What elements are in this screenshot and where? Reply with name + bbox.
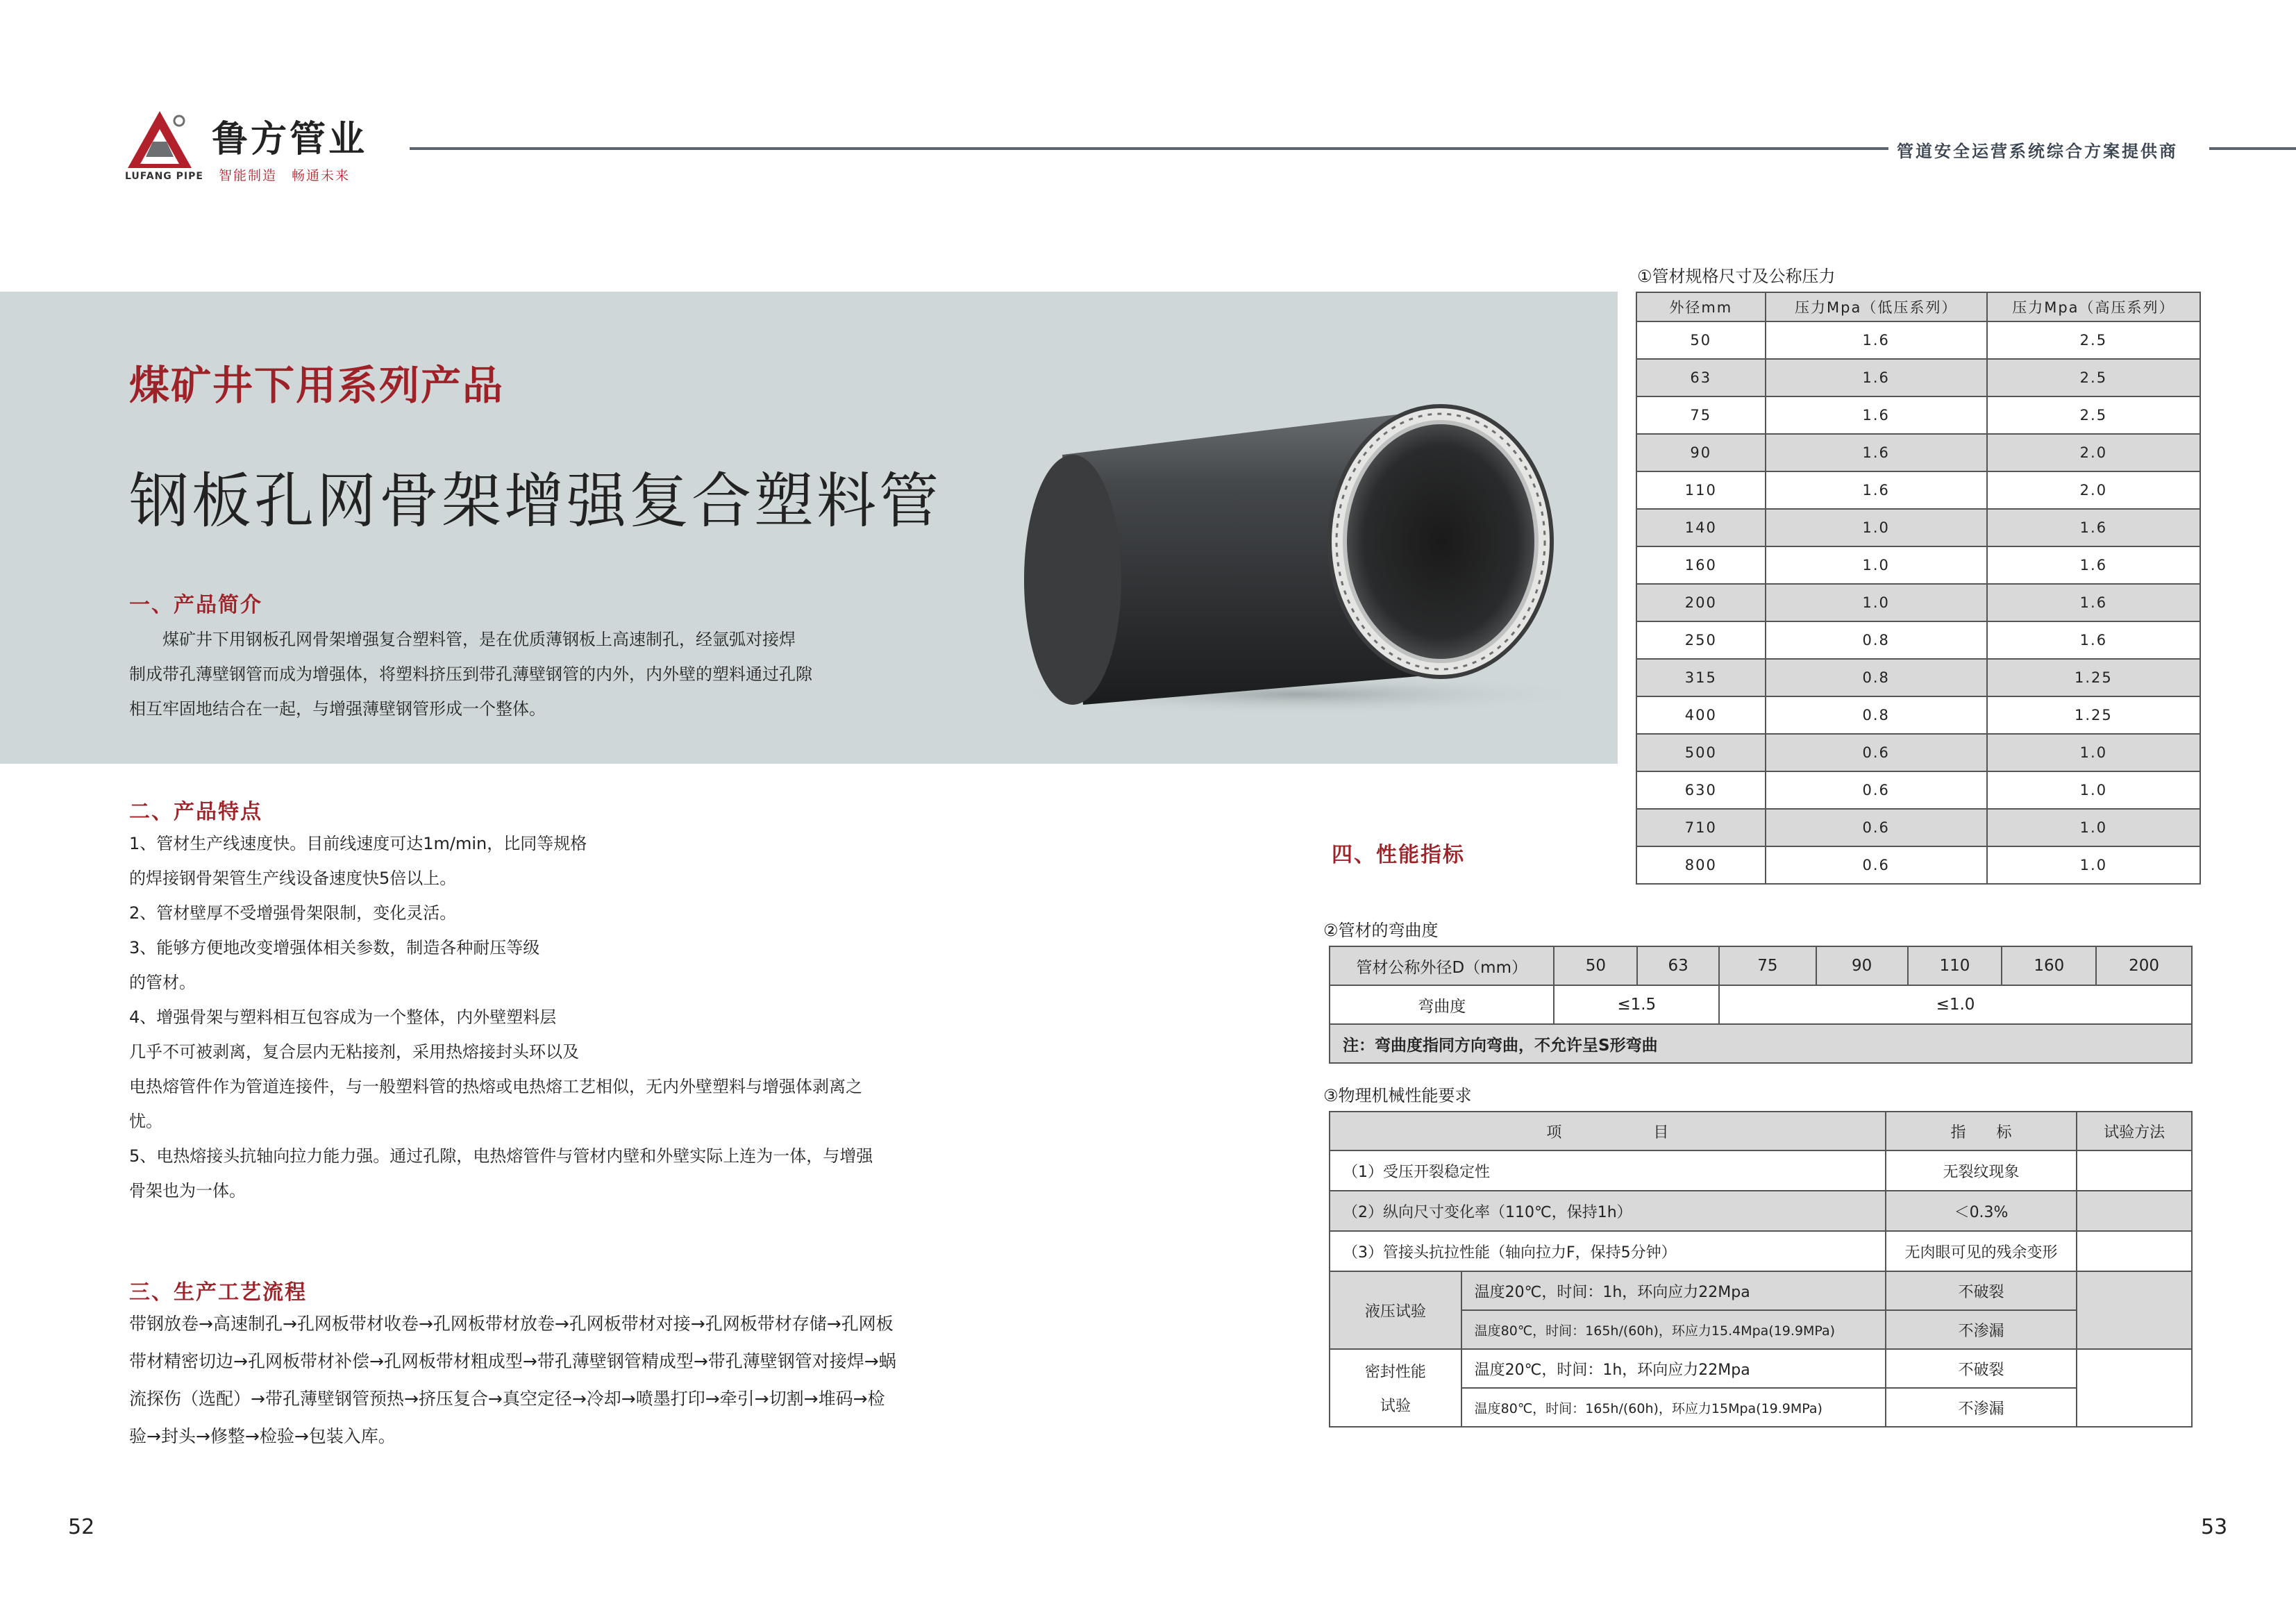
mech-header-index: 指 标	[1886, 1112, 2077, 1150]
spec-cell: 1.25	[1987, 696, 2200, 734]
intro-line: 煤矿井下用钢板孔网骨架增强复合塑料管，是在优质薄钢板上高速制孔，经氩弧对接焊	[129, 630, 796, 649]
mech-table-caption: ③物理机械性能要求	[1323, 1086, 1472, 1105]
mech-method-cell	[2077, 1271, 2192, 1349]
page-number-right: 53	[2201, 1515, 2228, 1539]
seal-value-2: 不渗漏	[1886, 1388, 2077, 1427]
mech-item-1: （1）受压开裂稳定性	[1330, 1150, 1886, 1191]
spec-cell: 1.0	[1766, 546, 1987, 584]
spec-cell: 1.0	[1766, 584, 1987, 621]
mech-method-cell	[2077, 1191, 2192, 1231]
header-tagline: 管道安全运营系统综合方案提供商	[1897, 142, 2178, 161]
spec-cell: 2.0	[1987, 434, 2200, 471]
series-title: 煤矿井下用系列产品	[129, 362, 505, 409]
spec-cell: 1.0	[1987, 734, 2200, 771]
bend-value-large: ≤1.0	[1719, 985, 2192, 1024]
seal-cond-2: 温度80℃，时间：165h/(60h)，环应力15Mpa(19.9MPa)	[1461, 1388, 1886, 1427]
brand-name: 鲁方管业	[212, 118, 368, 160]
mech-method-cell	[2077, 1150, 2192, 1191]
spec-cell: 710	[1636, 809, 1766, 846]
spec-cell: 1.25	[1987, 659, 2200, 696]
spec-cell: 2.5	[1987, 359, 2200, 396]
spec-table	[1636, 292, 2201, 885]
hydraulic-value-2: 不渗漏	[1886, 1310, 2077, 1349]
features-line: 骨架也为一体。	[129, 1181, 246, 1200]
bend-row-label: 弯曲度	[1330, 985, 1554, 1024]
seal-value-1: 不破裂	[1886, 1349, 2077, 1388]
bend-size-cell: 63	[1637, 946, 1719, 985]
spec-cell: 1.6	[1987, 509, 2200, 546]
spec-header-cell: 压力Mpa（高压系列）	[1987, 292, 2200, 321]
hydraulic-value-1: 不破裂	[1886, 1271, 2077, 1310]
mech-value-1: 无裂纹现象	[1886, 1150, 2077, 1191]
spec-cell: 1.6	[1766, 359, 1987, 396]
spec-cell: 1.6	[1766, 471, 1987, 509]
bend-size-cell: 50	[1554, 946, 1637, 985]
lufang-logo-icon	[125, 108, 194, 171]
features-line: 的焊接钢骨架管生产线设备速度快5倍以上。	[129, 869, 457, 888]
spec-cell: 250	[1636, 621, 1766, 659]
spec-cell: 400	[1636, 696, 1766, 734]
spec-cell: 1.6	[1766, 434, 1987, 471]
spec-cell: 800	[1636, 846, 1766, 884]
intro-line: 制成带孔薄壁钢管而成为增强体，将塑料挤压到带孔薄壁钢管的内外，内外壁的塑料通过孔隙	[129, 664, 812, 684]
bend-size-cell: 200	[2096, 946, 2192, 985]
spec-cell: 0.8	[1766, 621, 1987, 659]
hydraulic-cond-2: 温度80℃，时间：165h/(60h)，环应力15.4Mpa(19.9MPa)	[1461, 1310, 1886, 1349]
features-heading: 二、产品特点	[129, 800, 262, 824]
intro-heading: 一、产品简介	[129, 593, 262, 617]
brand-english: LUFANG PIPE	[125, 171, 203, 182]
bend-value-small: ≤1.5	[1554, 985, 1719, 1024]
spec-cell: 160	[1636, 546, 1766, 584]
bend-size-cell: 75	[1719, 946, 1816, 985]
bend-table-caption: ②管材的弯曲度	[1323, 921, 1439, 940]
spec-cell: 0.8	[1766, 659, 1987, 696]
mech-item-3: （3）管接头抗拉性能（轴向拉力F，保持5分钟）	[1330, 1231, 1886, 1271]
spec-cell: 2.5	[1987, 321, 2200, 359]
spec-cell: 1.0	[1987, 809, 2200, 846]
spec-cell: 63	[1636, 359, 1766, 396]
mech-value-2: ＜0.3%	[1886, 1191, 2077, 1231]
features-line: 电热熔管件作为管道连接件，与一般塑料管的热熔或电热熔工艺相似，无内外壁塑料与增强体剥离之	[129, 1077, 862, 1096]
intro-line: 相互牢固地结合在一起，与增强薄壁钢管形成一个整体。	[129, 699, 546, 719]
spec-cell: 0.6	[1766, 809, 1987, 846]
spec-cell: 140	[1636, 509, 1766, 546]
spec-cell: 1.0	[1987, 846, 2200, 884]
hydraulic-test-label: 液压试验	[1330, 1271, 1461, 1349]
process-line: 流探伤（选配）→带孔薄壁钢管预热→挤压复合→真空定径→冷却→喷墨打印→牵引→切割→堆码→检	[129, 1389, 885, 1409]
spec-cell: 1.0	[1987, 771, 2200, 809]
spec-cell: 200	[1636, 584, 1766, 621]
mech-table	[1329, 1111, 2193, 1428]
pipe-photo	[1007, 389, 1583, 715]
spec-cell: 1.6	[1987, 584, 2200, 621]
bend-note: 注：弯曲度指同方向弯曲，不允许呈S形弯曲	[1330, 1024, 2192, 1063]
bend-size-cell: 110	[1908, 946, 2002, 985]
features-line: 4、增强骨架与塑料相互包容成为一个整体，内外壁塑料层	[129, 1007, 557, 1027]
process-line: 带材精密切边→孔网板带材补偿→孔网板带材粗成型→带孔薄壁钢管精成型→带孔薄壁钢管对接焊→蜗	[129, 1351, 896, 1371]
features-text	[129, 826, 1032, 1208]
spec-cell: 315	[1636, 659, 1766, 696]
bend-size-cell: 90	[1816, 946, 1908, 985]
header-rule	[410, 147, 1888, 150]
page-number-left: 52	[68, 1515, 95, 1539]
features-line: 1、管材生产线速度快。目前线速度可达1m/min，比同等规格	[129, 834, 587, 853]
spec-cell: 0.8	[1766, 696, 1987, 734]
process-text	[129, 1305, 1032, 1455]
seal-test-label	[1330, 1349, 1461, 1427]
features-line: 2、管材壁厚不受增强骨架限制，变化灵活。	[129, 903, 457, 923]
process-line: 验→封头→修整→检验→包装入库。	[129, 1426, 396, 1446]
spec-cell: 0.6	[1766, 734, 1987, 771]
spec-header-cell: 压力Mpa（低压系列）	[1766, 292, 1987, 321]
bend-header-label: 管材公称外径D（mm）	[1330, 946, 1554, 985]
spec-cell: 0.6	[1766, 771, 1987, 809]
seal-test-label-line: 密封性能	[1364, 1364, 1426, 1381]
hydraulic-cond-1: 温度20℃，时间：1h，环向应力22Mpa	[1461, 1271, 1886, 1310]
bend-table	[1329, 946, 2193, 1064]
process-line: 带钢放卷→高速制孔→孔网板带材收卷→孔网板带材放卷→孔网板带材对接→孔网板带材存储→孔网板	[129, 1314, 894, 1334]
spec-cell: 500	[1636, 734, 1766, 771]
brand-slogan: 智能制造 畅通未来	[219, 168, 351, 183]
seal-cond-1: 温度20℃，时间：1h，环向应力22Mpa	[1461, 1349, 1886, 1388]
performance-heading: 四、性能指标	[1332, 843, 1465, 867]
spec-cell: 1.0	[1766, 509, 1987, 546]
mech-item-2: （2）纵向尺寸变化率（110℃，保持1h）	[1330, 1191, 1886, 1231]
process-heading: 三、生产工艺流程	[129, 1280, 307, 1305]
spec-table-caption: ①管材规格尺寸及公称压力	[1637, 267, 1836, 286]
spec-header-cell: 外径mm	[1636, 292, 1766, 321]
intro-text	[129, 622, 962, 726]
features-line: 5、电热熔接头抗轴向拉力能力强。通过孔隙，电热熔管件与管材内壁和外壁实际上连为一体，与增强	[129, 1146, 873, 1166]
mech-method-cell	[2077, 1349, 2192, 1427]
mech-header-method: 试验方法	[2077, 1112, 2192, 1150]
seal-test-label-line: 试验	[1380, 1398, 1411, 1415]
spec-cell: 1.6	[1766, 321, 1987, 359]
features-line: 几乎不可被剥离，复合层内无粘接剂，采用热熔接封头环以及	[129, 1042, 579, 1062]
spec-cell: 1.6	[1987, 621, 2200, 659]
spec-cell: 110	[1636, 471, 1766, 509]
spec-cell: 75	[1636, 396, 1766, 434]
spec-cell: 0.6	[1766, 846, 1987, 884]
bend-size-cell: 160	[2002, 946, 2096, 985]
mech-method-cell	[2077, 1231, 2192, 1271]
spec-cell: 90	[1636, 434, 1766, 471]
features-line: 3、能够方便地改变增强体相关参数，制造各种耐压等级	[129, 938, 540, 957]
spec-cell: 2.0	[1987, 471, 2200, 509]
mech-header-item: 项 目	[1330, 1112, 1886, 1150]
features-line: 的管材。	[129, 973, 196, 992]
header-rule-end	[2209, 147, 2296, 150]
spec-cell: 50	[1636, 321, 1766, 359]
spec-cell: 1.6	[1987, 546, 2200, 584]
spec-cell: 2.5	[1987, 396, 2200, 434]
spec-cell: 1.6	[1766, 396, 1987, 434]
product-title: 钢板孔网骨架增强复合塑料管	[129, 467, 941, 536]
mech-value-3: 无肉眼可见的残余变形	[1886, 1231, 2077, 1271]
spec-cell: 630	[1636, 771, 1766, 809]
features-line: 忧。	[129, 1112, 162, 1131]
